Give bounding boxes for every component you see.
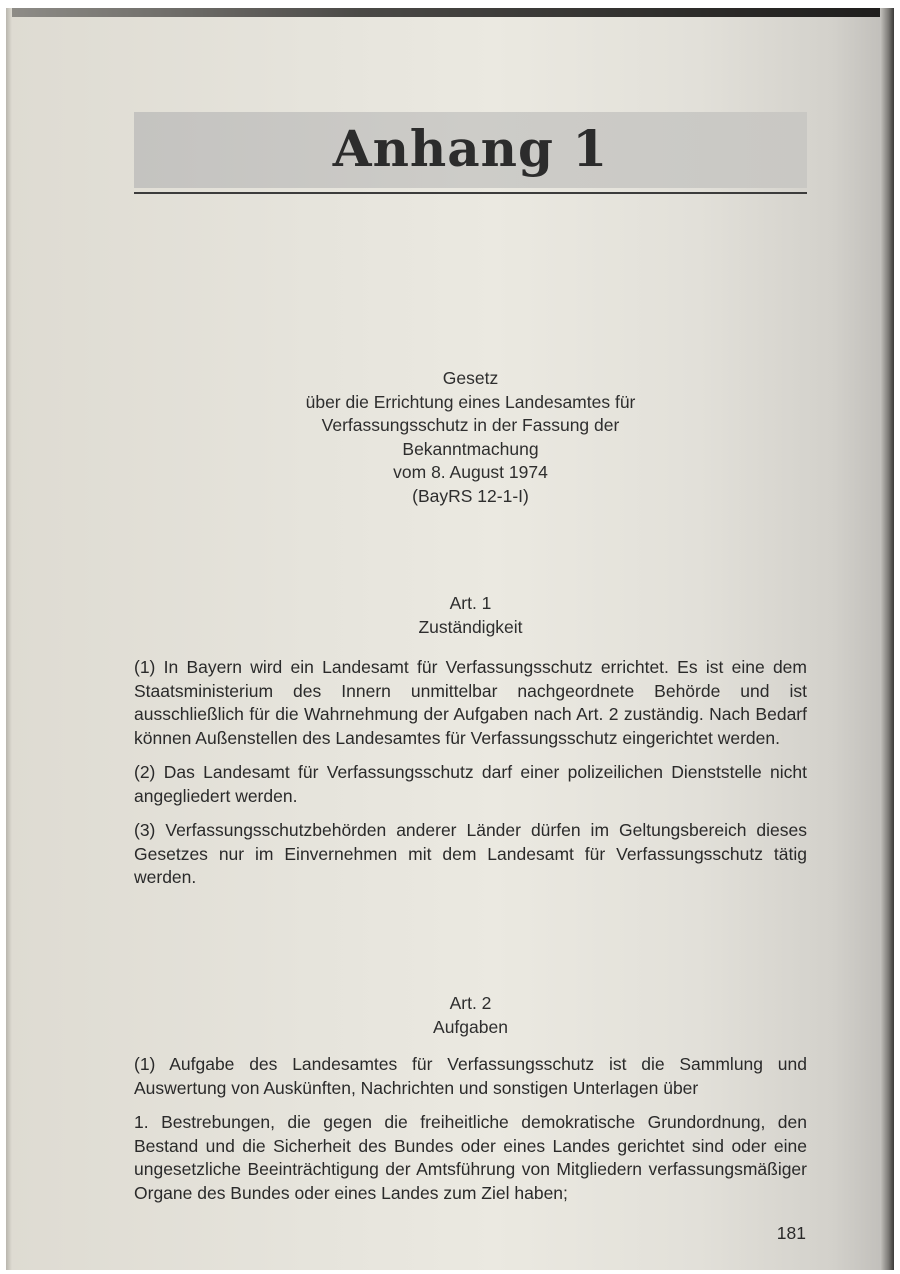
page-top-edge [6, 8, 894, 17]
law-title-line: über die Errichtung eines Landesamtes für [305, 391, 636, 412]
paragraph: (3) Verfassungsschutzbehörden anderer Länder dürfen im Geltungsbereich dieses Gesetzes nur im Einvernehmen mit dem Landesamt für Verfassungsschutz tätig werden. [134, 820, 807, 887]
law-title-line: Gesetz [442, 368, 499, 388]
article-2-heading [134, 992, 807, 1039]
article-title: Zuständigkeit [418, 616, 523, 637]
article-2-body [134, 1053, 807, 1216]
law-title-line: vom 8. August 1974 [393, 462, 548, 482]
page-right-edge [880, 8, 894, 1270]
paragraph: (2) Das Landesamt für Verfassungsschutz darf einer polizeilichen Dienststelle nicht angegliedert werden. [134, 762, 807, 806]
paragraph: (1) Aufgabe des Landesamtes für Verfassungsschutz ist die Sammlung und Auswertung von Auskünften, Nachrichten und sonstigen Unterlagen über [134, 1054, 807, 1098]
law-title-line: Bekanntmachung [402, 438, 539, 459]
appendix-title: Anhang 1 [332, 119, 609, 178]
article-number: Art. 1 [449, 593, 492, 613]
page-number: 181 [776, 1223, 806, 1243]
paragraph: (1) In Bayern wird ein Landesamt für Verfassungsschutz errichtet. Es ist eine dem Staatsministerium des Innern unmittelbar nachgeordnete Behörde und ist ausschließlich für die Wahrnehmung der Aufgaben nach Art. 2 zuständig. Nach Bedarf können Außenstellen des Landesamtes für Verfassungsschutz eingerichtet werden. [134, 657, 807, 748]
article-number: Art. 2 [449, 993, 492, 1013]
page-left-edge [6, 8, 12, 1270]
law-title [134, 367, 807, 508]
book-page [6, 8, 894, 1270]
paragraph: 1. Bestrebungen, die gegen die freiheitliche demokratische Grundordnung, den Bestand und die Sicherheit des Bundes oder eines Landes gerichtet sind oder eine ungesetzliche Beeinträchtigung der Amtsführung von Mitgliedern verfassungsmäßiger Organe des Bundes oder eines Landes zum Ziel haben; [134, 1112, 807, 1203]
article-1-heading [134, 592, 807, 639]
law-title-line: (BayRS 12-1-I) [412, 485, 529, 506]
law-title-line: Verfassungsschutz in der Fassung der [321, 415, 620, 435]
title-underline [134, 192, 807, 194]
article-1-body [134, 656, 807, 901]
article-title: Aufgaben [433, 1016, 508, 1037]
